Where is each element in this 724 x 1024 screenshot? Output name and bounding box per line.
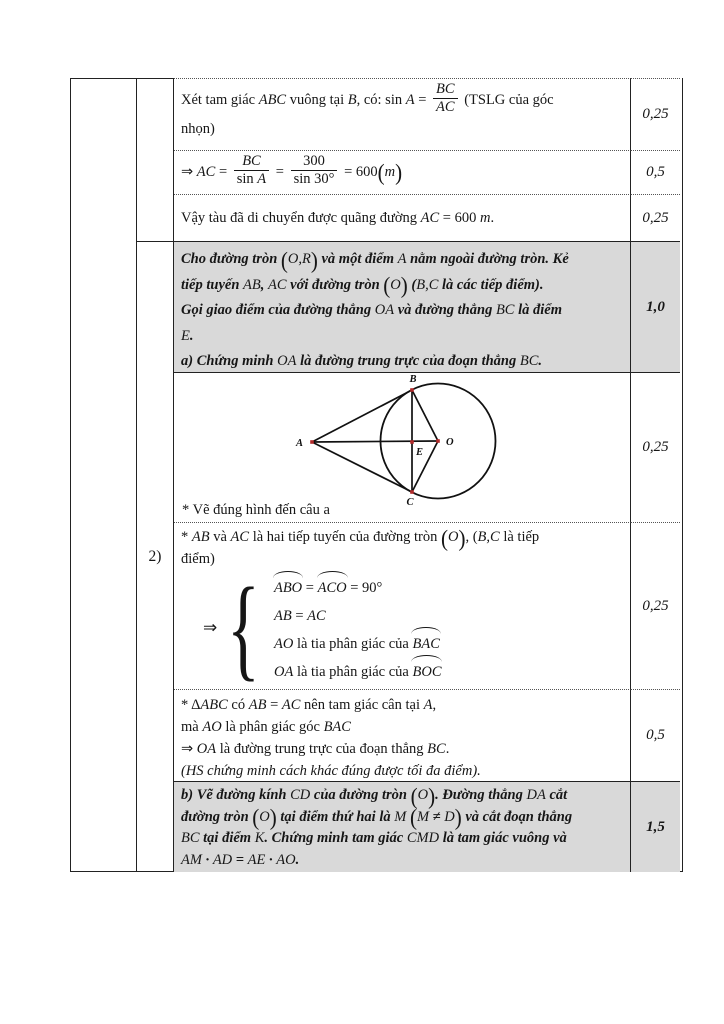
score-value: 0,5: [646, 164, 665, 180]
solution-text: ⇒ AC = $\frac{BC}{\text{sin A}}$ = $\frac{300}{\sin 30^\circ}$ = 600(m): [181, 153, 403, 187]
system-brace: {: [227, 563, 261, 690]
score-cell: [631, 195, 680, 242]
svg-text:A: A: [295, 438, 303, 449]
score-value: 0,5: [646, 727, 665, 743]
subquestion-number-label: 2): [148, 548, 162, 565]
solution-step-isosceles-triangle: [174, 690, 631, 782]
score-value: 0,25: [642, 439, 669, 455]
system-items: ABO = ACO = 90° AB = AC AO là tia phân giác của BAC OA là tia phân giác của BOC: [266, 572, 442, 684]
solution-step-sine-ratio: [174, 78, 631, 151]
svg-text:C: C: [406, 497, 414, 508]
statement-text: b) Vẽ đường kính CD của đường tròn (O). Đường thẳng DA cắt đường tròn (O) tại điểm thứ hai là M (M ≠ D) và cắt đoạn thẳng BC tại điểm K. Chứng minh tam giác CMD là tam giác vuông và AM · AD = AE · AO.: [181, 782, 573, 868]
solution-text: * AB và AC là hai tiếp tuyến của đường tròn (O), (B,C là tiếp điểm): [181, 524, 540, 567]
svg-text:E: E: [416, 447, 424, 458]
solution-text: * ΔABC có AB = AC nên tam giác cân tại A, mà AO là phân giác góc BAC ⇒ OA là đường trung trực của đoạn thẳng BC. (HS chứng minh cách khác đúng được tối đa điểm).: [181, 697, 481, 779]
statement-text: Cho đường tròn (O,R) và một điểm A nằm ngoài đường tròn. Kẻ tiếp tuyến AB, AC với đường tròn (O) (B,C là các tiếp điểm). Gọi giao điểm của đường thẳng OA và đường thẳng BC là điểm E. a) Chứng minh OA là đường trung trực của đoạn thẳng BC.: [181, 246, 569, 369]
subquestion-column-empty-cell: [137, 78, 174, 242]
solution-step-tangent-properties: [174, 523, 631, 690]
score-cell: [631, 523, 680, 690]
problem-statement-part-a: [174, 242, 631, 373]
solution-step-conclusion: [174, 195, 631, 242]
score-cell: [631, 373, 680, 523]
score-value: 0,25: [642, 106, 669, 122]
score-value: 1,5: [646, 818, 665, 835]
score-cell: [631, 782, 680, 872]
score-value: 0,25: [642, 209, 669, 226]
score-cell: [631, 242, 680, 373]
score-cell: [631, 151, 680, 195]
solution-text: Xét tam giác ABC vuông tại B, có: sin A = $\frac{BC}{AC}$ (TSLG của góc nhọn): [181, 81, 554, 137]
question-column-cell: [71, 78, 137, 872]
score-cell: [631, 690, 680, 782]
subquestion-number-cell: [137, 242, 174, 872]
svg-text:B: B: [409, 374, 417, 385]
figure-caption: * Vẽ đúng hình đến câu a: [182, 502, 330, 518]
problem-statement-part-b: [174, 782, 631, 872]
implies-arrow: ⇒: [203, 617, 218, 637]
figure-row: [174, 373, 631, 523]
solution-step-ac-computation: [174, 151, 631, 195]
score-cell: [631, 78, 680, 151]
solution-text: Vậy tàu đã di chuyển được quãng đường AC = 600 m.: [181, 209, 495, 226]
score-value: 1,0: [646, 298, 665, 315]
answer-key-table: [70, 78, 683, 872]
geometry-figure: [294, 373, 510, 509]
score-value: 0,25: [642, 597, 669, 614]
implication-system: [203, 563, 623, 690]
svg-text:O: O: [446, 437, 454, 448]
